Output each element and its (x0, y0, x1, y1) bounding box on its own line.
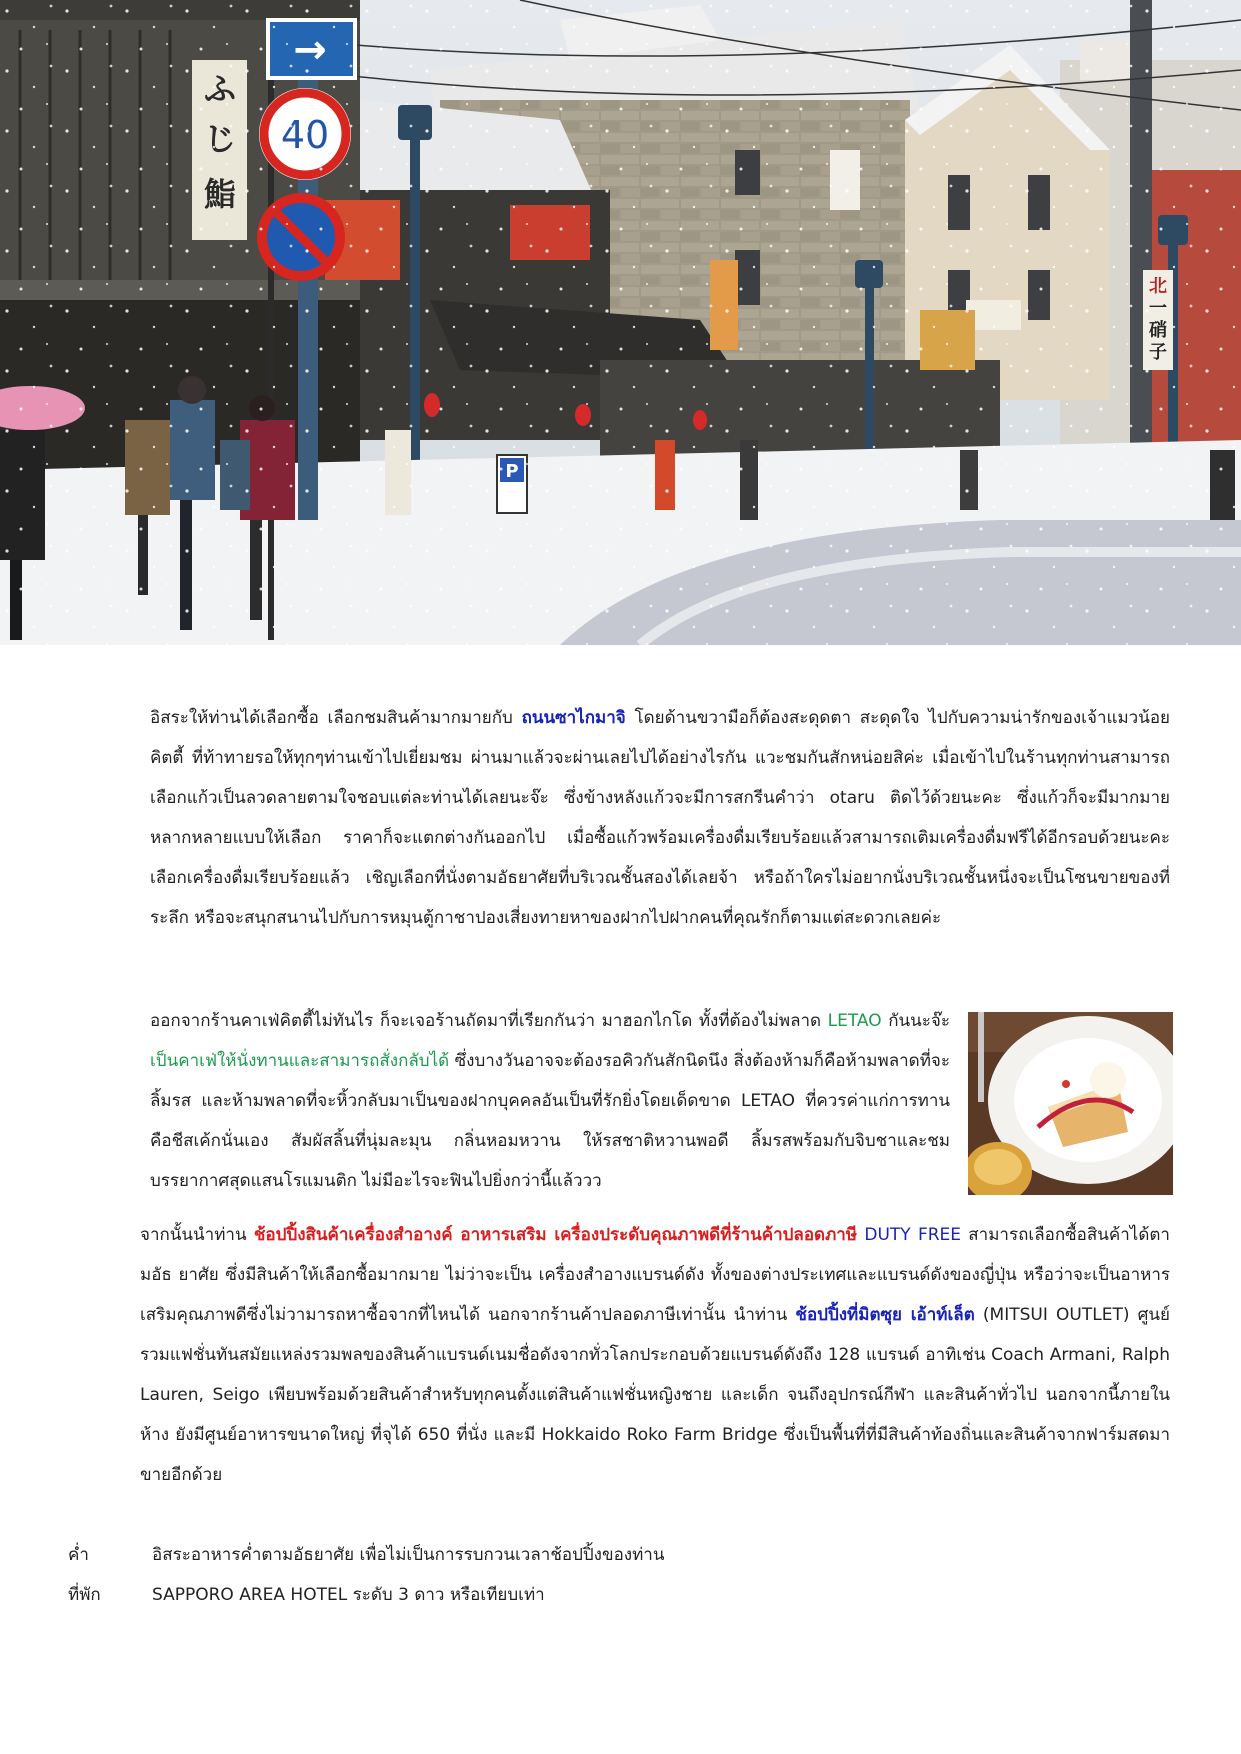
highlight-street-name: ถนนซาไกมาจิ (521, 708, 626, 728)
text-body: (MITSUI OUTLET) ศูนย์รวมแฟชั่นทันสมัยแหล่งรวมพลของสินค้าแบรนด์เนมชื่อดังจากทั่วโลกประกอบด้วยแบรนด์ดังถึง 128 แบรนด์ อาทิเช่น Coach Armani, Ralph Lauren, Seigo เพียบพร้อมด้วยสินค้าสำหรับทุกคนตั้งแต่สินค้าแฟชั่นหญิงชาย และเด็ก จนถึงอุปกรณ์กีฬา และสินค้าทั่วไป นอกจากนี้ภายในห้าง ยังมีศูนย์อาหารขนาดใหญ่ ที่จุได้ 650 ที่นั่ง และมี Hokkaido Roko Farm Bridge ซึ่งเป็นพื้นที่ที่มีสินค้าท้องถิ่นและสินค้าจากฟาร์มสดมาขายอีกด้วย (140, 1305, 1170, 1485)
hotel-text: SAPPORO AREA HOTEL ระดับ 3 ดาว หรือเทียบเท่า (152, 1585, 545, 1605)
text-intro: จากนั้นนำท่าน (140, 1225, 254, 1245)
text-intro: อิสระให้ท่านได้เลือกซื้อ เลือกชมสินค้ามากมายกับ (150, 708, 522, 728)
itinerary-hotel-row (68, 1580, 545, 1610)
dinner-text: อิสระอาหารค่ำตามอัธยาศัย เพื่อไม่เป็นการรบกวนเวลาช้อปปิ้งของท่าน (152, 1545, 665, 1565)
text-body: ซึ่งบางวันอาจจะต้องรอคิวกันสักนิดนึง สิ่งต้องห้ามก็คือห้ามพลาดที่จะลิ้มรส และห้ามพลาดที่จะหิ้วกลับมาเป็นของฝากบุคคลอันเป็นที่รักยิ่งโดยเด็ดขาด LETAO ที่ควรค่าแก่การทานคือชีสเค้กนั่นเอง สัมผัสลิ้นที่นุ่มละมุน กลิ่นหอมหวาน ให้รสชาติหวานพอดี ลิ้มรสพร้อมกับจิบชาและชมบรรยากาศสุดแสนโรแมนติก ไม่มีอะไรจะฟินไปยิ่งกว่านี้แล้ววว (150, 1051, 950, 1191)
hotel-label: ที่พัก (68, 1585, 101, 1605)
dessert-photo (968, 1012, 1173, 1195)
text-intro: ออกจากร้านคาเฟ่คิตตี้ไม่ทันไร ก็จะเจอร้านถัดมาที่เรียกกันว่า มาฮอกไกโด ทั้งที่ต้องไม่พลาด (150, 1011, 828, 1031)
dinner-label: ค่ำ (68, 1545, 89, 1565)
text-body: โดยด้านขวามือก็ต้องสะดุดตา สะดุดใจ ไปกับความน่ารักของเจ้าแมวน้อยคิตตี้ ที่ท้าทายรอให้ทุกๆท่านเข้าไปเยี่ยมชม ผ่านมาแล้วจะผ่านเลยไปได้อย่างไรกัน แวะชมกันสักหน่อยสิค่ะ เมื่อเข้าไปในร้านทุกท่านสามารถเลือกแก้วเป็นลวดลายตามใจชอบแต่ละท่านได้เลยนะจ๊ะ ซึ่งข้างหลังแก้วจะมีการสกรีนคำว่า otaru ติดไว้ด้วยนะคะ ซึ่งแก้วก็จะมีมากมายหลากหลายแบบให้เลือก ราคาก็จะแตกต่างกันออกไป เมื่อซื้อแก้วพร้อมเครื่องดื่มเรียบร้อยแล้วสามารถเติมเครื่องดื่มฟรีได้อีกรอบด้วยนะคะ เลือกเครื่องดื่มเรียบร้อยแล้ว เชิญเลือกที่นั่งตามอัธยาศัยที่บริเวณชั้นสองได้เลยจ้า หรือถ้าใครไม่อยากนั่งบริเวณชั้นหนึ่งจะเป็นโซนขายของที่ระลึก หรือจะสนุกสนานไปกับการหมุนตู้กาชาปองเสี่ยงทายหาของฝากไปฝากคนที่คุณรักก็ตามแต่สะดวกเลยค่ะ (150, 708, 1170, 928)
paragraph-letao (150, 1001, 950, 1201)
highlight-shopping: ช้อปปิ้งสินค้าเครื่องสำอางค์ อาหารเสริม เครื่องประดับคุณภาพดีที่ร้านค้าปลอดภาษี (253, 1225, 858, 1245)
text-mid: สามารถเลือกซื้อสินค้าได้ตามอัธ ยาศัย ซึ่งมีสินค้าให้เลือกซื้อมากมาย ไม่ว่าจะเป็น เครื่องสำอางแบรนด์ดัง ทั้งของต่างประเทศและแบรนด์ดังของญี่ปุ่น หรือว่าจะเป็นอาหารเสริมคุณภาพดีซึ่งไม่วามารถหาซื้อจากที่ไหนได้ นอกจากร้านค้าปลอดภาษีเท่านั้น นำท่าน (140, 1225, 1170, 1325)
paragraph-sakaimachi (150, 698, 1170, 938)
text-mid: กันนะจ๊ะ (881, 1011, 950, 1031)
highlight-duty-free: DUTY FREE (857, 1225, 962, 1245)
highlight-mitsui-outlet: ช้อปปิ้งที่มิตซุย เอ้าท์เล็ต (795, 1305, 975, 1325)
highlight-letao-brand: LETAO (827, 1011, 882, 1031)
paragraph-shopping (140, 1215, 1170, 1495)
highlight-cafe: เป็นคาเฟ่ให้นั่งทานและสามารถสั่งกลับได้ (150, 1051, 450, 1071)
itinerary-dinner-row (68, 1540, 664, 1570)
hero-photo-otaru-street (0, 0, 1241, 645)
